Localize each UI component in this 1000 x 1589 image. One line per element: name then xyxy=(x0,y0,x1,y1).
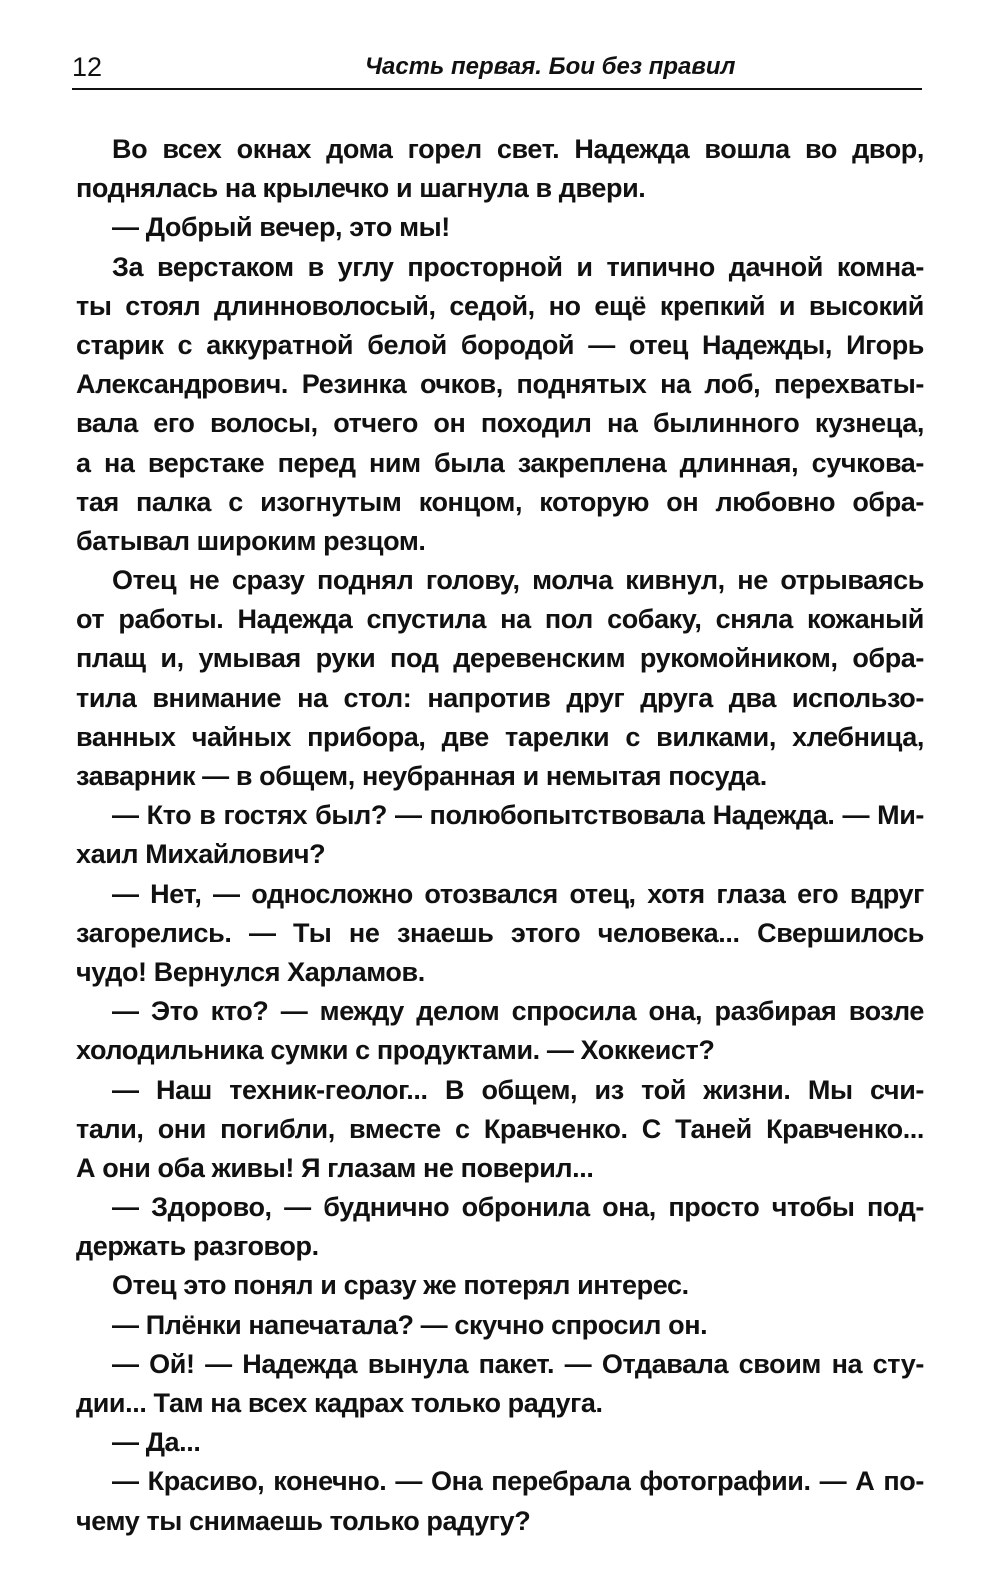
text-line: — Плёнки напечатала? — скучно спросил он. xyxy=(112,1309,708,1340)
text-line: старик с аккуратной белой бородой — отец Надежды, Игорь xyxy=(76,329,924,360)
text-line: — Здорово, — буднично обронила она, просто чтобы под- xyxy=(112,1192,924,1223)
page-number: 12 xyxy=(72,52,103,82)
text-line: тали, они погибли, вместе с Кравченко. С Таней Кравченко... xyxy=(76,1113,924,1144)
text-line: батывал широким резцом. xyxy=(76,525,426,556)
text-line: Отец это понял и сразу же потерял интерес. xyxy=(112,1270,689,1301)
text-line: загорелись. — Ты не знаешь этого человека... Свершилось xyxy=(76,917,924,948)
text-line: А они оба живы! Я глазам не поверил... xyxy=(76,1152,594,1183)
text-line: тая палка с изогнутым концом, которую он любовно обра- xyxy=(76,486,924,517)
text-line: чудо! Вернулся Харламов. xyxy=(76,956,425,987)
text-line: — Кто в гостях был? — полюбопытствовала Надежда. — Ми- xyxy=(112,800,924,831)
text-line: ты стоял длинноволосый, седой, но ещё крепкий и высокий xyxy=(76,290,924,321)
text-line: Во всех окнах дома горел свет. Надежда вошла во двор, xyxy=(112,134,924,164)
text-line: вала его волосы, отчего он походил на былинного кузнеца, xyxy=(76,408,924,439)
text-line: — Это кто? — между делом спросила она, разбирая возле xyxy=(112,996,924,1027)
text-line: — Ой! — Надежда вынула пакет. — Отдавала своим на сту- xyxy=(112,1348,924,1379)
text-line: а на верстаке перед ним была закреплена длинная, сучкова- xyxy=(76,447,924,478)
text-line: холодильника сумки с продуктами. — Хоккеист? xyxy=(76,1035,715,1066)
text-line: Александрович. Резинка очков, поднятых на лоб, перехваты- xyxy=(76,369,924,400)
text-line: держать разговор. xyxy=(76,1231,319,1262)
text-line: дии... Там на всех кадрах только радуга. xyxy=(76,1388,603,1418)
running-title: Часть первая. Бои без правил xyxy=(365,53,736,80)
page-header xyxy=(72,44,922,90)
text-line: — Красиво, конечно. — Она перебрала фотографии. — А по- xyxy=(112,1466,924,1497)
text-line: ванных чайных прибора, две тарелки с вилками, хлебница, xyxy=(76,721,924,752)
text-line: хаил Михайлович? xyxy=(76,839,326,870)
text-line: от работы. Надежда спустила на пол собаку, сняла кожаный xyxy=(76,604,924,635)
text-line: заварник — в общем, неубранная и немытая посуда. xyxy=(76,761,767,791)
body-text xyxy=(76,130,924,1541)
text-line: плащ и, умывая руки под деревенским рукомойником, обра- xyxy=(76,643,924,674)
text-line: — Добрый вечер, это мы! xyxy=(112,212,450,243)
text-line: — Нет, — односложно отозвался отец, хотя глаза его вдруг xyxy=(112,878,924,909)
text-line: чему ты снимаешь только радугу? xyxy=(76,1505,531,1536)
text-line: поднялась на крылечко и шагнула в двери. xyxy=(76,173,646,204)
text-line: За верстаком в углу просторной и типично дачной комна- xyxy=(112,251,924,282)
text-line: тила внимание на стол: напротив друг друга два использо- xyxy=(76,682,924,713)
text-line: — Наш техник-геолог... В общем, из той жизни. Мы счи- xyxy=(112,1074,924,1105)
text-line: — Да... xyxy=(112,1427,201,1458)
text-line: Отец не сразу поднял голову, молча кивнул, не отрываясь xyxy=(112,565,924,596)
